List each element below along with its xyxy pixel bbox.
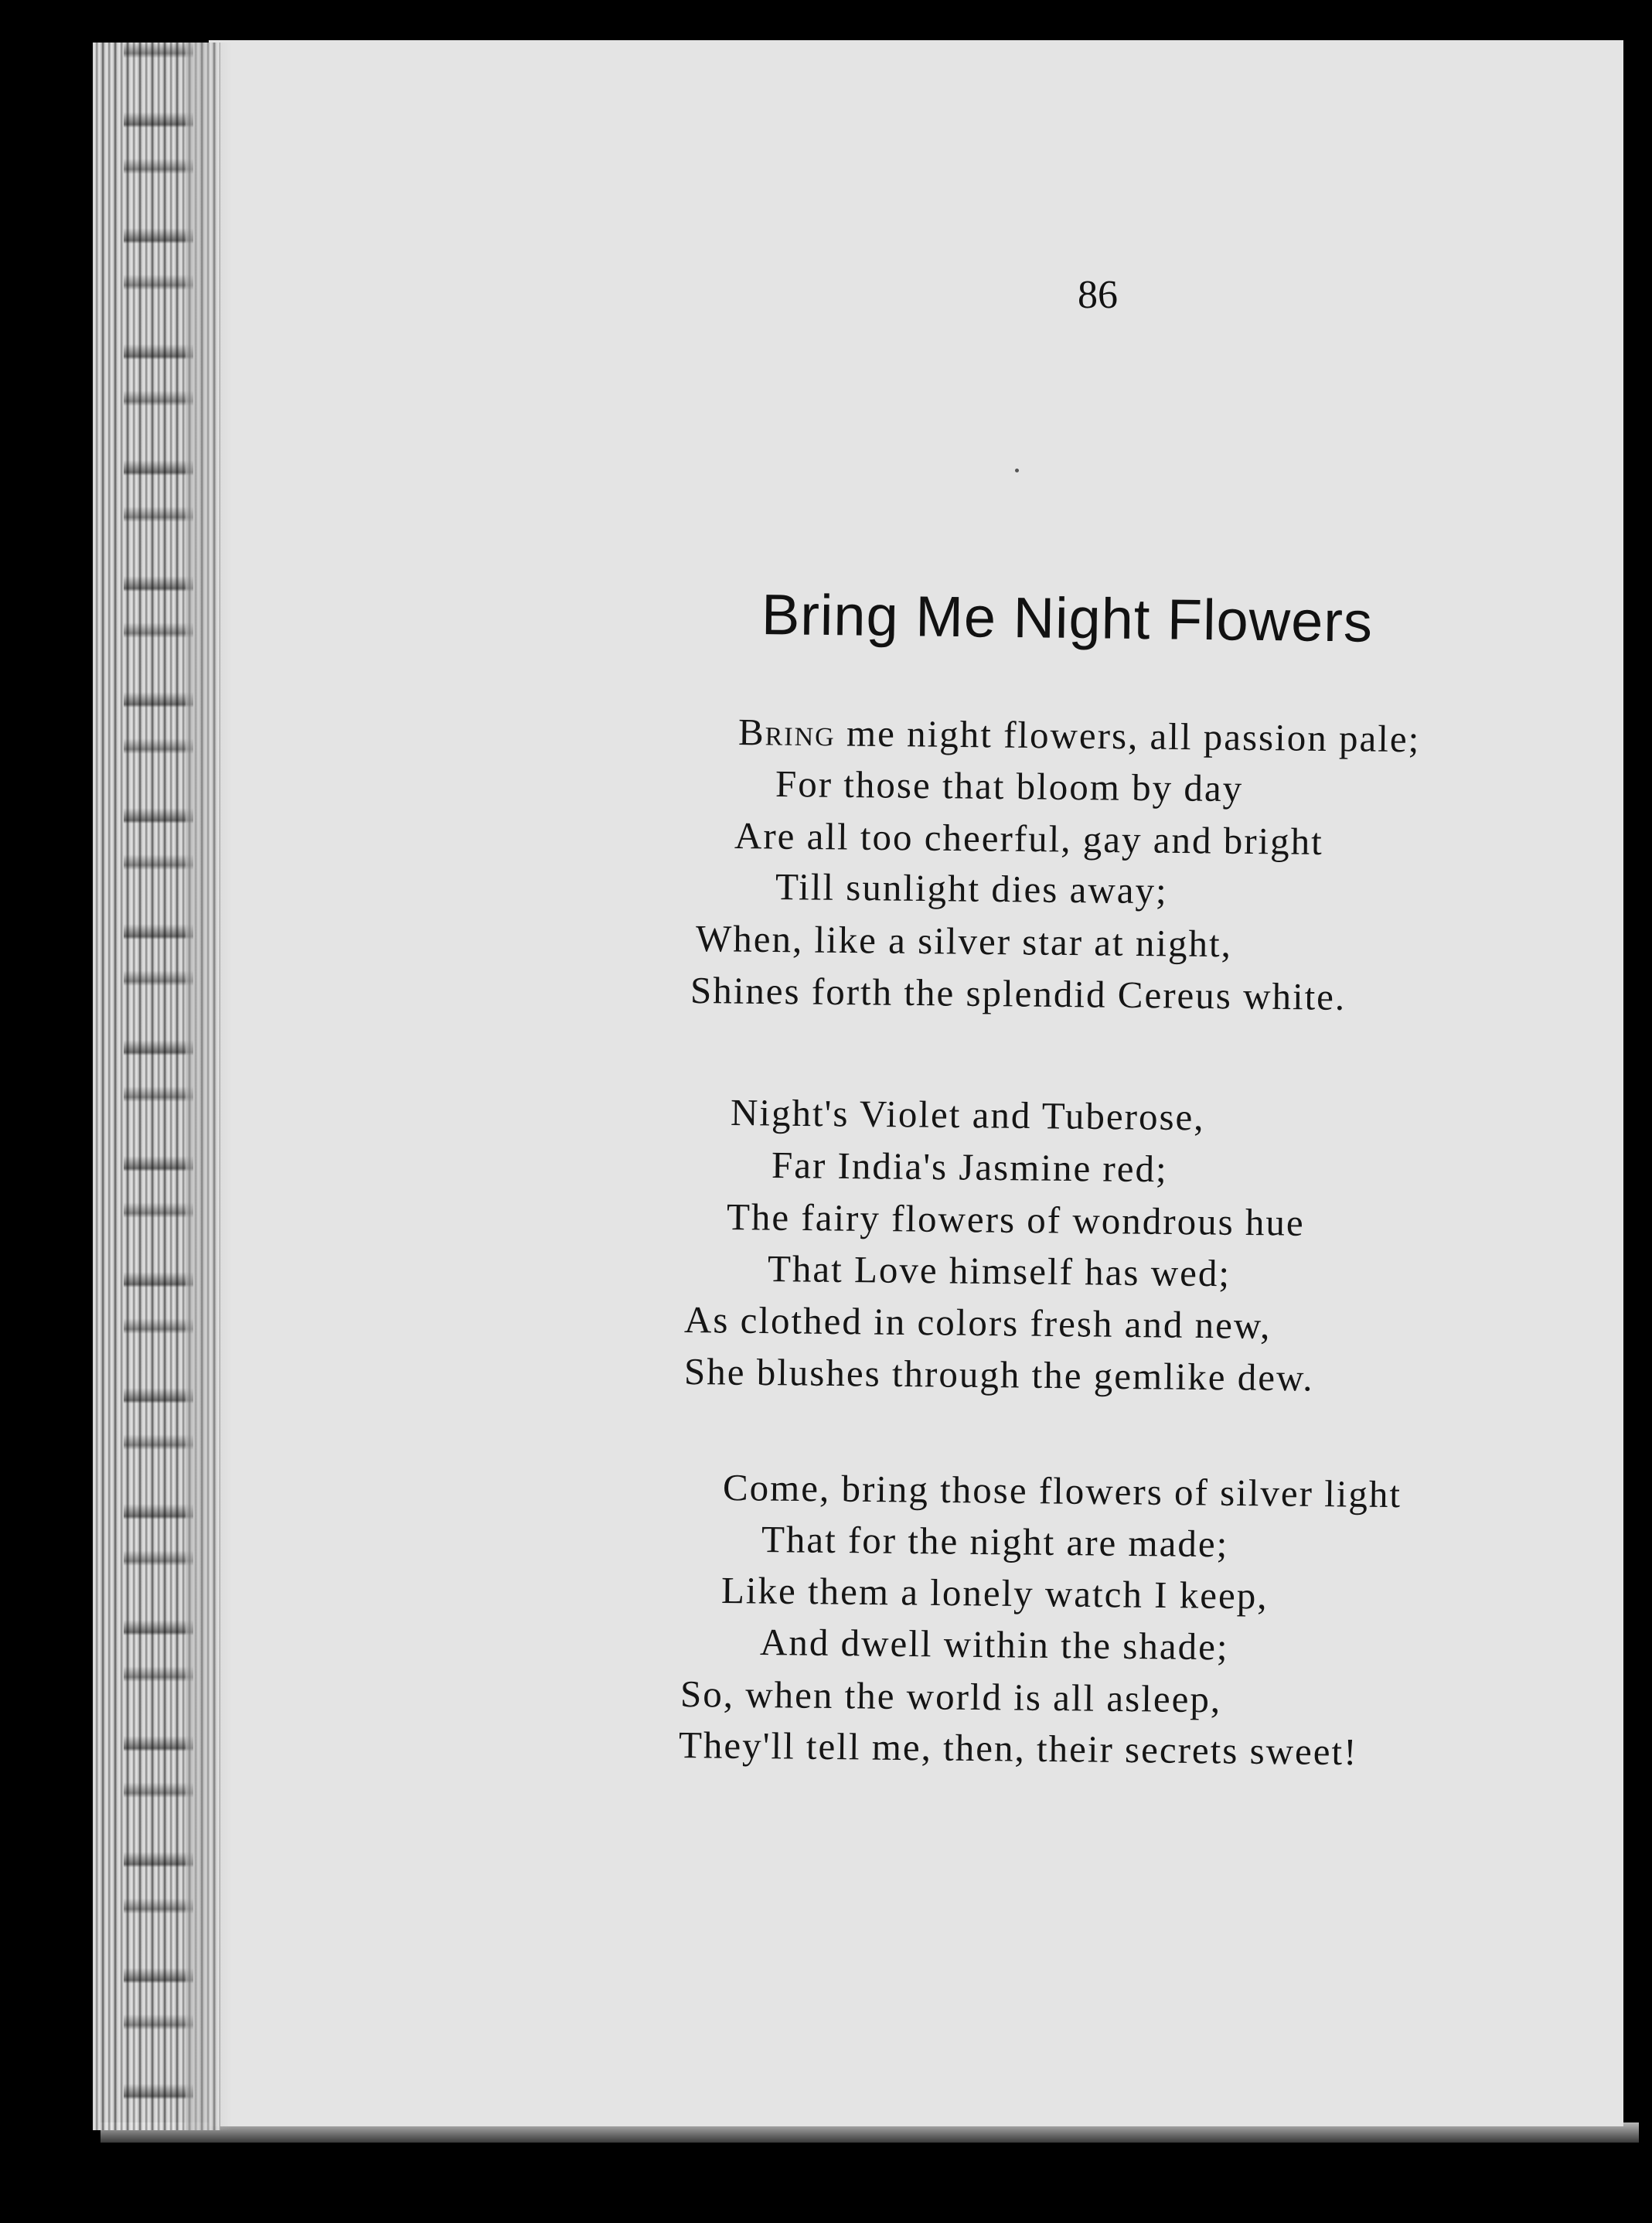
stanza-2-line-4: That Love himself has wed;: [767, 1247, 1231, 1295]
line-text: me night flowers, all passion pale;: [835, 711, 1421, 761]
stanza-3-line-4: And dwell within the shade;: [759, 1621, 1229, 1669]
stanza-1-line-6: Shines forth the splendid Cereus white.: [690, 969, 1347, 1018]
stanza-3-line-6: They'll tell me, then, their secrets sweet!: [678, 1724, 1358, 1774]
stanza-1-line-1: [738, 710, 1421, 761]
poem-title: Bring Me Night Flowers: [761, 582, 1374, 654]
stanza-3-line-3: Like them a lonely watch I keep,: [720, 1569, 1269, 1618]
drop-word: Bring: [737, 711, 836, 755]
stanza-3-line-2: That for the night are made;: [761, 1518, 1229, 1566]
stanza-1-line-2: For those that bloom by day: [775, 762, 1244, 810]
page-number: 86: [1078, 273, 1118, 317]
stanza-2-line-3: The fairy flowers of wondrous hue: [726, 1195, 1305, 1244]
stanza-3-line-5: So, when the world is all asleep,: [680, 1672, 1222, 1721]
stanza-2-line-2: Far India's Jasmine red;: [771, 1144, 1168, 1191]
stanza-2-line-6: She blushes through the gemlike dew.: [683, 1350, 1314, 1400]
stanza-3-line-1: Come, bring those flowers of silver light: [722, 1466, 1402, 1516]
stanza-2-line-5: As clothed in colors fresh and new,: [683, 1298, 1272, 1347]
stanza-2-line-1: Night's Violet and Tuberose,: [730, 1091, 1205, 1139]
stanza-1-line-5: When, like a silver star at night,: [695, 917, 1233, 966]
stanza-1-line-4: Till sunlight dies away;: [775, 865, 1168, 912]
stanza-1-line-3: Are all too cheerful, gay and bright: [734, 814, 1324, 863]
